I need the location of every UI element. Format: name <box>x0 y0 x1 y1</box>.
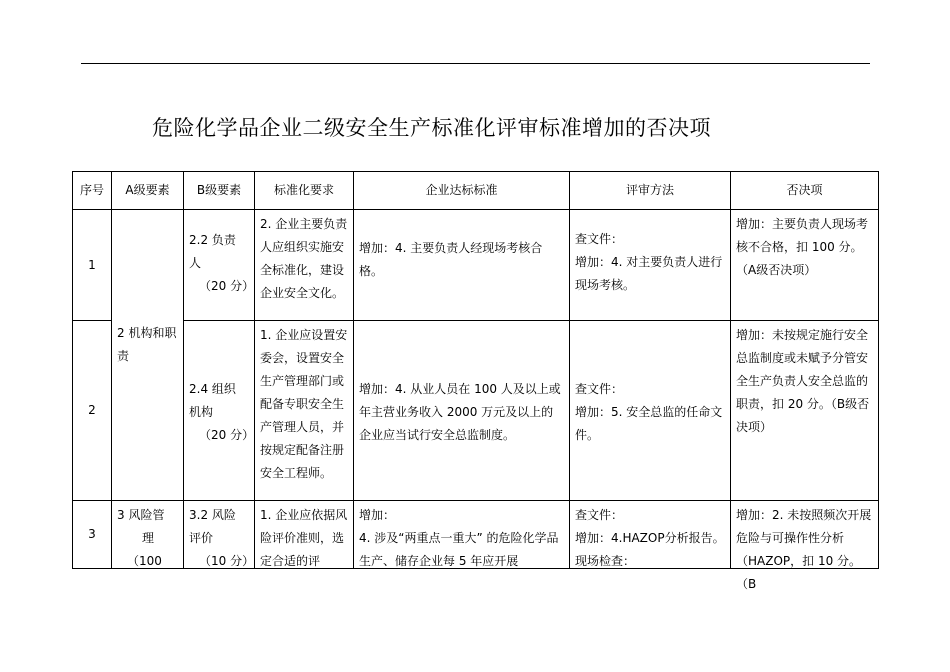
b-element-score: （20 分） <box>199 427 255 442</box>
table-row <box>73 501 879 569</box>
a-element-line: （100 <box>127 554 162 568</box>
method-line: 查文件： <box>575 381 624 396</box>
standard-text: 增加：4. 从业人员在 100 人及以上或年主营业务收入 2000 万元及以上的企业应当试行安全总监制度。 <box>359 381 561 442</box>
a-element-text: 2 机构和职责 <box>117 326 177 363</box>
standard-line: 增加： <box>359 508 396 522</box>
b-element-line: 3.2 风险 <box>189 508 236 522</box>
requirement-text: 2. 企业主要负责人应组织实施安全标准化，建设企业安全文化。 <box>260 217 348 300</box>
requirement-cell <box>255 501 354 569</box>
veto-items-table <box>72 171 879 591</box>
page-title: 危险化学品企业二级安全生产标准化评审标准增加的否决项 <box>152 116 711 140</box>
standard-line: 4. 涉及“两重点一重大” 的危险化学品生产、储存企业每 5 年应开展 <box>359 531 559 568</box>
standard-cell <box>354 501 570 569</box>
table-row <box>73 210 879 321</box>
a-element-cell <box>112 501 184 569</box>
method-line: 增加：4. 对主要负责人进行现场考核。 <box>575 255 723 292</box>
method-line: 查文件： <box>575 232 624 246</box>
b-element-line: 2.4 组织 <box>189 381 236 396</box>
a-element-line: 3 风险管 <box>117 508 165 522</box>
method-cell <box>570 321 731 501</box>
requirement-cell <box>255 210 354 321</box>
method-line: 查文件： <box>575 508 624 522</box>
b-element-score: （10 分） <box>199 554 255 568</box>
b-element-cell <box>184 501 255 569</box>
requirement-text: 1. 企业应依据风险评价准则，选定合适的评 <box>260 508 348 568</box>
row-seq: 1 <box>73 210 112 321</box>
row-seq: 2 <box>73 321 112 501</box>
method-line: 增加：5. 安全总监的任命文件。 <box>575 404 723 442</box>
veto-text: 增加：主要负责人现场考核不合格，扣 100 分。（A级否决项） <box>736 217 869 277</box>
b-element-cell <box>184 321 255 501</box>
b-element-score: （20 分） <box>199 279 255 293</box>
veto-cell <box>731 501 879 591</box>
a-element-line: 理 <box>141 531 154 545</box>
col-header-standard: 企业达标标准 <box>354 172 570 210</box>
col-header-requirement: 标准化要求 <box>255 172 354 210</box>
b-element-line: 机构 <box>189 404 214 419</box>
a-element-cell <box>112 210 184 501</box>
col-header-veto: 否决项 <box>731 172 879 210</box>
method-line: 现场检查： <box>575 554 636 568</box>
header-rule <box>81 63 870 64</box>
method-cell <box>570 210 731 321</box>
b-element-line: 人 <box>189 256 202 270</box>
requirement-text: 1. 企业应设置安委会，设置安全生产管理部门或配备专职安全生产管理人员，并按规定配备注册安全工程师。 <box>260 328 348 480</box>
standard-cell <box>354 210 570 321</box>
table-row <box>73 321 879 501</box>
b-element-line: 2.2 负责 <box>189 233 236 247</box>
method-line: 增加：4.HAZOP分析报告。 <box>575 531 725 545</box>
veto-text: 增加：2. 未按照频次开展危险与可操作性分析（HAZOP，扣 10 分。（B <box>736 508 872 591</box>
requirement-cell <box>255 321 354 501</box>
standard-text: 增加：4. 主要负责人经现场考核合格。 <box>359 240 543 278</box>
b-element-line: 评价 <box>189 531 214 545</box>
b-element-cell <box>184 210 255 321</box>
row-seq: 3 <box>73 501 112 569</box>
table-header-row <box>73 172 879 210</box>
veto-text: 增加：未按规定施行安全总监制度或未赋予分管安全生产负责人安全总监的职责，扣 20 分。（B级否决项） <box>736 328 870 434</box>
col-header-seq: 序号 <box>73 172 112 210</box>
col-header-a-element: A级要素 <box>112 172 184 210</box>
col-header-b-element: B级要素 <box>184 172 255 210</box>
veto-cell <box>731 321 879 501</box>
method-cell <box>570 501 731 569</box>
standard-cell <box>354 321 570 501</box>
veto-cell <box>731 210 879 321</box>
col-header-method: 评审方法 <box>570 172 731 210</box>
